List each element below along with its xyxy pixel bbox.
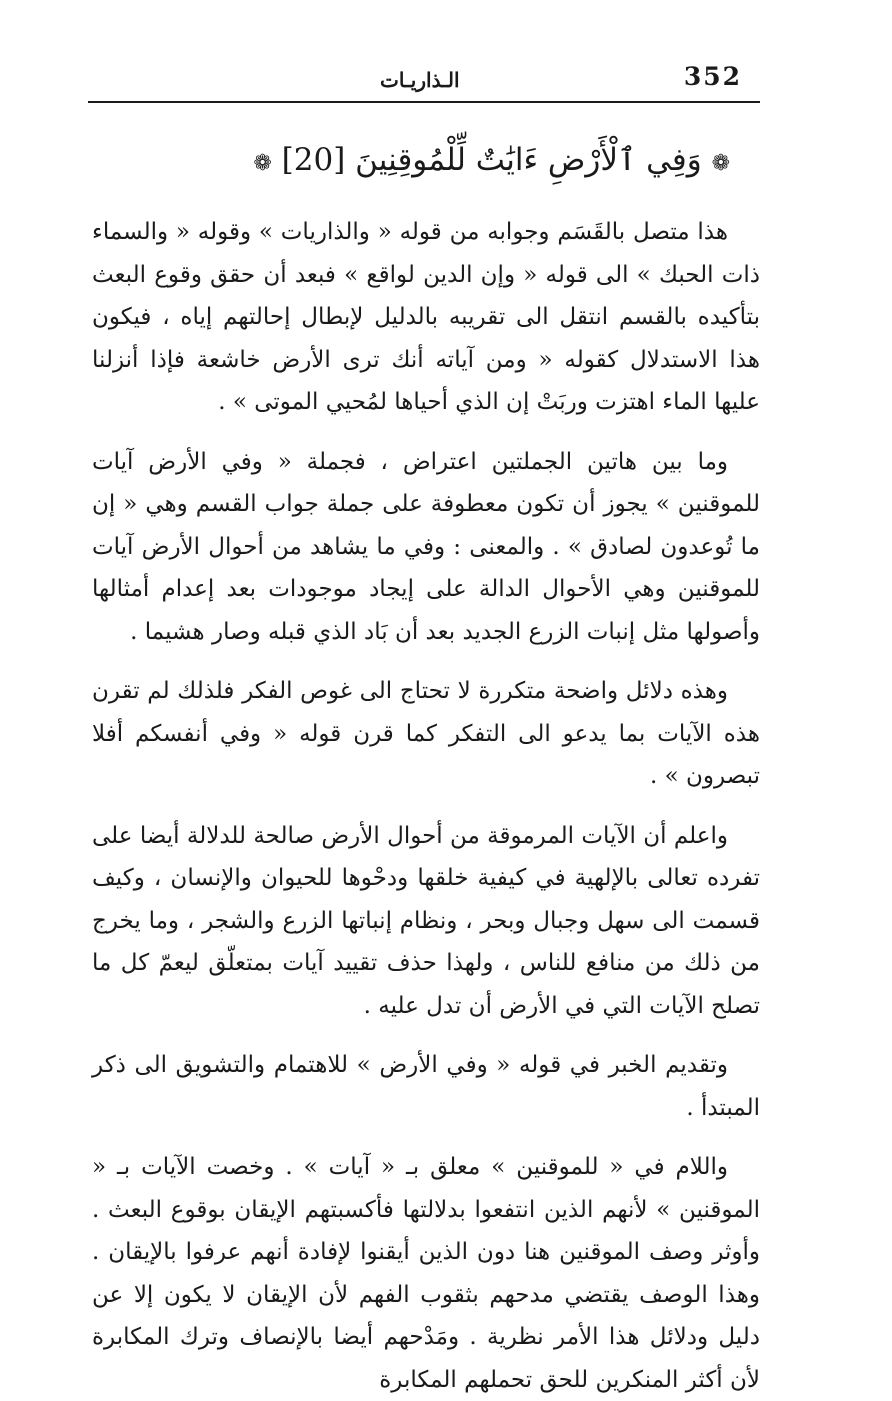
running-title: الـذاريـات [380, 68, 460, 92]
page-number: 352 [683, 62, 742, 91]
ornament-open-icon: ❁ [711, 151, 730, 176]
paragraph: وتقديم الخبر في قوله « وفي الأرض » للاهتمام والتشويق الى ذكر المبتدأ . [92, 1052, 760, 1121]
paragraph: واللام في « للموقنين » معلق بـ « آيات » . وخصت الآيات بـ « الموقنين » لأنهم الذين انتفعوا بدلالتها فأكسبتهم الإيقان بوقوع البعث . وأوثر وصف الموقنين هنا دون الذين أيقنوا لإفادة أنهم عرفوا بالإيقان . وهذا الوصف يقتضي مدحهم بثقوب الفهم لأن الإيقان لا يكون إلا عن دليل ودلائل هذا الأمر نظرية . ومَدْحهم أيضا بالإنصاف وترك المكابرة لأن أكثر المنكرين للحق تحملهم المكابرة [92, 1154, 760, 1393]
paragraph: وما بين هاتين الجملتين اعتراض ، فجملة « وفي الأرض آيات للموقنين » يجوز أن تكون معطوفة على جملة جواب القسم وهي « إن ما تُوعدون لصادق » . والمعنى : وفي ما يشاهد من أحوال الأرض آيات للموقنين وهي الأحوال الدالة على إيجاد موجودات بعد إعدام أمثالها وأصولها مثل إنبات الزرع الجديد بعد أن بَاد الذي قبله وصار هشيما . [92, 448, 760, 645]
paragraph: هذا متصل بالقَسَم وجوابه من قوله « والذاريات » وقوله « والسماء ذات الحبك » الى قوله « وإن الدين لواقع » فبعد أن حقق وقوع البعث بتأكيده بالقسم انتقل الى تقريبه بالدليل لإبطال إحالتهم إياه ، فيكون هذا الاستدلال كقوله « ومن آياته أنك ترى الأرض خاشعة فإذا أنزلنا عليها الماء اهتزت وربَتْ إن الذي أحياها لمُحيي الموتى » . [92, 219, 760, 415]
verse-text: وَفِي ٱلْأَرْضِ ءَايَٰتٌ لِّلْمُوقِنِينَ [20] [281, 142, 702, 178]
ornament-close-icon: ❁ [253, 151, 272, 176]
paragraph: واعلم أن الآيات المرموقة من أحوال الأرض صالحة للدلالة أيضا على تفرده تعالى بالإلهية في كيفية خلقها ودحْوها للحيوان والإنسان ، وكيف قسمت الى سهل وجبال وبحر ، ونظام إنباتها الزرع والشجر ، وما يخرج من ذلك من منافع للناس ، ولهذا حذف تقييد آيات بمتعلّق ليعمّ كل ما تصلح الآيات التي في الأرض أن تدل عليه . [92, 822, 760, 1019]
commentary-body [92, 211, 760, 1401]
paragraph: وهذه دلائل واضحة متكررة لا تحتاج الى غوص الفكر فلذلك لم تقرن هذه الآيات بما يدعو الى التفكر كما قرن قوله « وفي أنفسكم أفلا تبصرون » . [92, 678, 760, 789]
quran-verse [253, 130, 730, 190]
page-header [88, 60, 760, 100]
header-rule [88, 101, 760, 103]
